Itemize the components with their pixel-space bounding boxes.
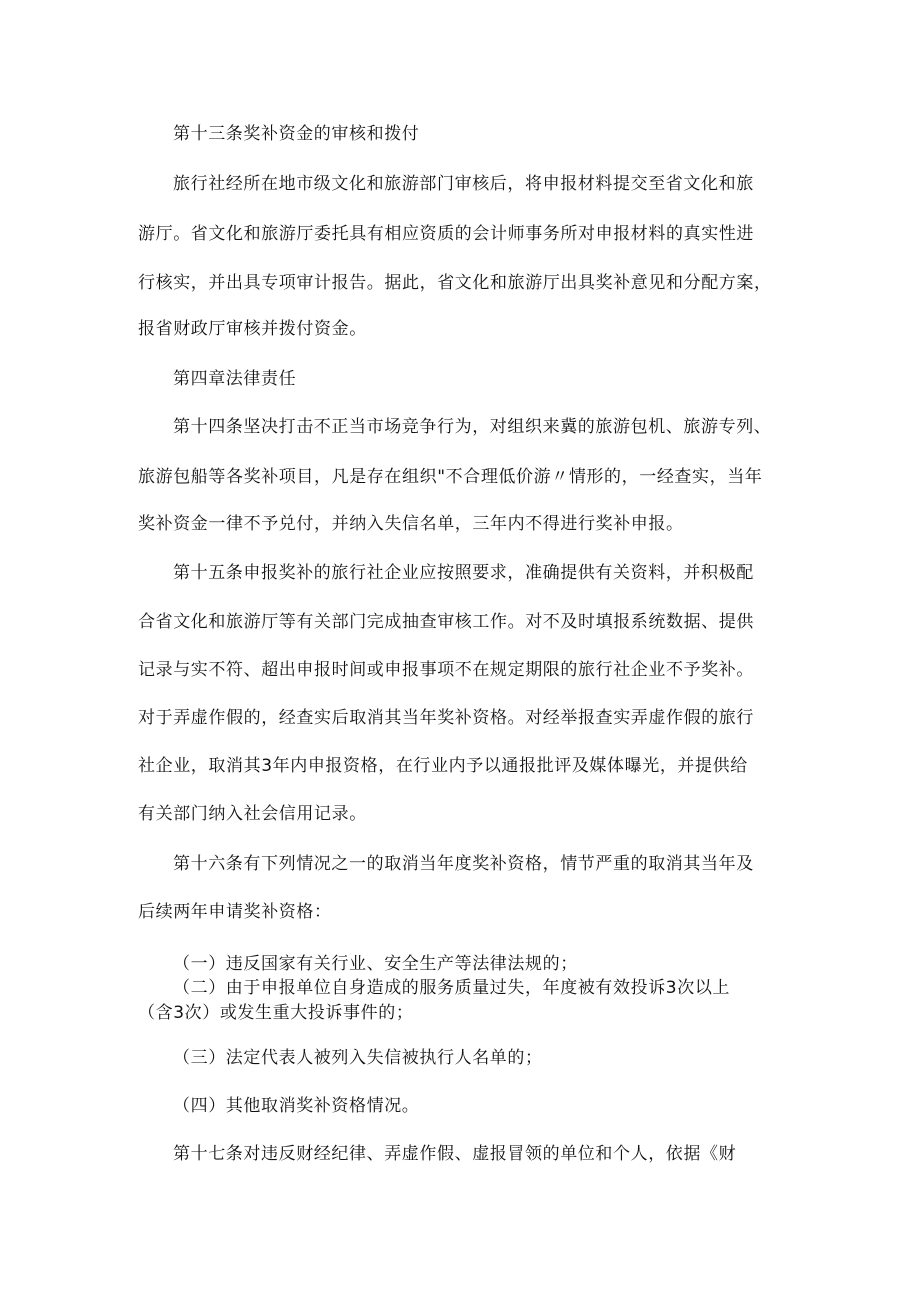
article-16-para-line: 第十六条有下列情况之一的取消当年度奖补资格，情节严重的取消其当年及	[173, 854, 754, 874]
article-15-para-line: 第十五条申报奖补的旅行社企业应按照要求，准确提供有关资料，并积极配	[173, 563, 754, 583]
article-16-item-2: （二）由于申报单位自身造成的服务质量过失，年度被有效投诉3次以上	[173, 978, 731, 998]
article-16-item-2-cont: （含3次）或发生重大投诉事件的；	[138, 1003, 414, 1023]
article-13-para-line: 游厅。省文化和旅游厅委托具有相应资质的会计师事务所对申报材料的真实性进	[138, 224, 754, 244]
article-13-heading: 第十三条奖补资金的审核和拨付	[173, 124, 420, 144]
article-17-para-line: 第十七条对违反财经纪律、弄虚作假、虚报冒领的单位和个人，依据《财	[173, 1144, 737, 1164]
article-15-para-line: 有关部门纳入社会信用记录。	[138, 804, 367, 824]
article-15-para-line: 记录与实不符、超出申报时间或申报事项不在规定期限的旅行社企业不予奖补。	[138, 660, 754, 680]
chapter-4-heading: 第四章法律责任	[173, 369, 297, 389]
article-15-para-line: 社企业，取消其3年内申报资格，在行业内予以通报批评及媒体曝光，并提供给	[138, 756, 748, 776]
article-16-para-line: 后续两年申请奖补资格：	[138, 902, 332, 922]
article-16-item-4: （四）其他取消奖补资格情况。	[173, 1096, 420, 1116]
article-13-para-line: 行核实，并出具专项审计报告。据此，省文化和旅游厅出具奖补意见和分配方案，	[138, 273, 772, 293]
article-13-para-line: 旅行社经所在地市级文化和旅游部门审核后，将申报材料提交至省文化和旅	[173, 174, 754, 194]
article-13-para-line: 报省财政厅审核并拨付资金。	[138, 319, 367, 339]
article-15-para-line: 对于弄虚作假的，经查实后取消其当年奖补资格。对经举报查实弄虚作假的旅行	[138, 708, 754, 728]
article-16-item-3: （三）法定代表人被列入失信被执行人名单的；	[173, 1048, 543, 1068]
article-16-item-1: （一）违反国家有关行业、安全生产等法律法规的；	[173, 954, 578, 974]
article-15-para-line: 合省文化和旅游厅等有关部门完成抽查审核工作。对不及时填报系统数据、提供	[138, 612, 754, 632]
article-14-para-line: 旅游包船等各奖补项目，凡是存在组织"不合理低价游〃情形的，一经查实，当年	[138, 467, 763, 487]
article-14-para-line: 第十四条坚决打击不正当市场竞争行为，对组织来冀的旅游包机、旅游专列、	[173, 417, 772, 437]
article-14-para-line: 奖补资金一律不予兑付，并纳入失信名单，三年内不得进行奖补申报。	[138, 514, 684, 534]
